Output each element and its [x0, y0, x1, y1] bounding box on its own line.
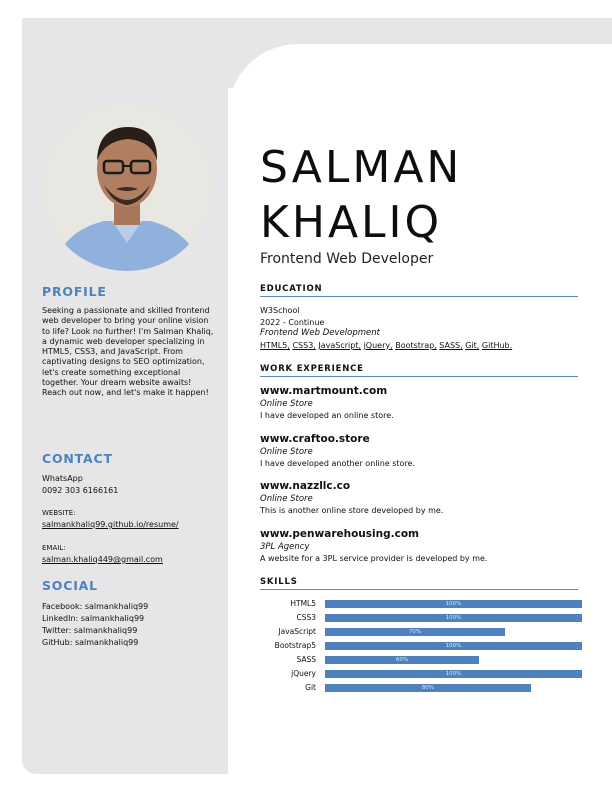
- profile-heading: PROFILE: [42, 284, 107, 299]
- email-label: EMAIL:: [42, 544, 66, 552]
- education-topics: [260, 340, 512, 351]
- skill-bar-bootstrap5: [325, 642, 582, 650]
- skill-bar-git: [325, 684, 531, 692]
- topic-git[interactable]: Git,: [465, 341, 480, 350]
- skill-percent-sass: 60%: [395, 657, 409, 663]
- social-facebook: Facebook: salmankhaliq99: [42, 602, 149, 611]
- skill-bar-css3: [325, 614, 582, 622]
- email-link[interactable]: salman.khaliq449@gmail.com: [42, 555, 163, 564]
- topic-html5[interactable]: HTML5,: [260, 341, 290, 350]
- skill-label-bootstrap5: Bootstrap5: [274, 641, 316, 650]
- skill-percent-bootstrap5: 100%: [445, 643, 462, 649]
- skill-bar-sass: [325, 656, 479, 664]
- skill-percent-javascript: 70%: [408, 629, 422, 635]
- skill-percent-css3: 100%: [445, 615, 462, 621]
- avatar-illustration: [42, 103, 212, 271]
- name-first: SALMAN: [260, 142, 463, 193]
- experience-role-4: 3PL Agency: [260, 542, 310, 552]
- skills-heading: SKILLS: [260, 577, 578, 590]
- social-github: GitHub: salmankhaliq99: [42, 638, 139, 647]
- skill-label-css3: CSS3: [296, 613, 316, 622]
- experience-role-3: Online Store: [260, 494, 313, 504]
- skill-percent-html5: 100%: [445, 601, 462, 607]
- topic-css3[interactable]: CSS3,: [292, 341, 316, 350]
- social-heading: SOCIAL: [42, 578, 98, 593]
- whatsapp-label: WhatsApp: [42, 474, 83, 483]
- experience-site-2: www.craftoo.store: [260, 433, 370, 445]
- skill-label-git: Git: [305, 683, 316, 692]
- website-link[interactable]: salmankhaliq99.github.io/resume/: [42, 520, 179, 529]
- skill-label-javascript: JavaScript: [278, 627, 316, 636]
- experience-desc-2: I have developed another online store.: [260, 459, 416, 468]
- experience-site-1: www.martmount.com: [260, 385, 388, 397]
- topic-github[interactable]: GitHub.: [481, 341, 513, 350]
- website-label: WEBSITE:: [42, 509, 76, 517]
- skill-bar-html5: [325, 600, 582, 608]
- experience-desc-4: A website for a 3PL service provider is developed by me.: [260, 554, 488, 563]
- social-linkedin: LinkedIn: salmankhaliq99: [42, 614, 145, 623]
- experience-heading: WORK EXPERIENCE: [260, 364, 578, 377]
- education-heading: EDUCATION: [260, 284, 578, 297]
- experience-role-2: Online Store: [260, 447, 313, 457]
- education-course: Frontend Web Development: [260, 328, 380, 338]
- skill-label-html5: HTML5: [290, 599, 316, 608]
- skill-percent-jquery: 100%: [445, 671, 462, 677]
- skill-label-jquery: jQuery: [291, 669, 316, 678]
- education-period: 2022 - Continue: [260, 318, 325, 327]
- skill-label-sass: SASS: [296, 655, 316, 664]
- social-twitter: Twitter: salmankhaliq99: [42, 626, 138, 635]
- contact-heading: CONTACT: [42, 451, 113, 466]
- topic-javascript[interactable]: JavaScript,: [318, 341, 362, 350]
- topic-jquery[interactable]: jQuery,: [363, 341, 393, 350]
- job-title: Frontend Web Developer: [260, 251, 434, 267]
- experience-role-1: Online Store: [260, 399, 313, 409]
- topic-bootstrap[interactable]: Bootstrap,: [395, 341, 437, 350]
- experience-site-4: www.penwarehousing.com: [260, 528, 419, 540]
- skill-bar-jquery: [325, 670, 582, 678]
- skill-percent-git: 80%: [421, 685, 435, 691]
- name-last: KHALIQ: [260, 197, 443, 248]
- profile-summary: Seeking a passionate and skilled frontend web developer to bring your online vision to life? Look no further! I'm Salman Khaliq, a dynamic web developer specializing in HTML5, CSS3, and JavaScript. From captivating designs to SEO optimization, let's create something exceptional together. Your dream website awaits! Reach out now, and let's make it happen!: [42, 306, 214, 398]
- experience-site-3: www.nazzllc.co: [260, 480, 351, 492]
- topic-sass[interactable]: SASS,: [439, 341, 463, 350]
- profile-photo: [42, 103, 212, 271]
- whatsapp-number: 0092 303 6166161: [42, 486, 119, 495]
- education-school: W3School: [260, 306, 300, 315]
- experience-desc-3: This is another online store developed by me.: [260, 506, 444, 515]
- experience-desc-1: I have developed an online store.: [260, 411, 394, 420]
- skill-bar-javascript: [325, 628, 505, 636]
